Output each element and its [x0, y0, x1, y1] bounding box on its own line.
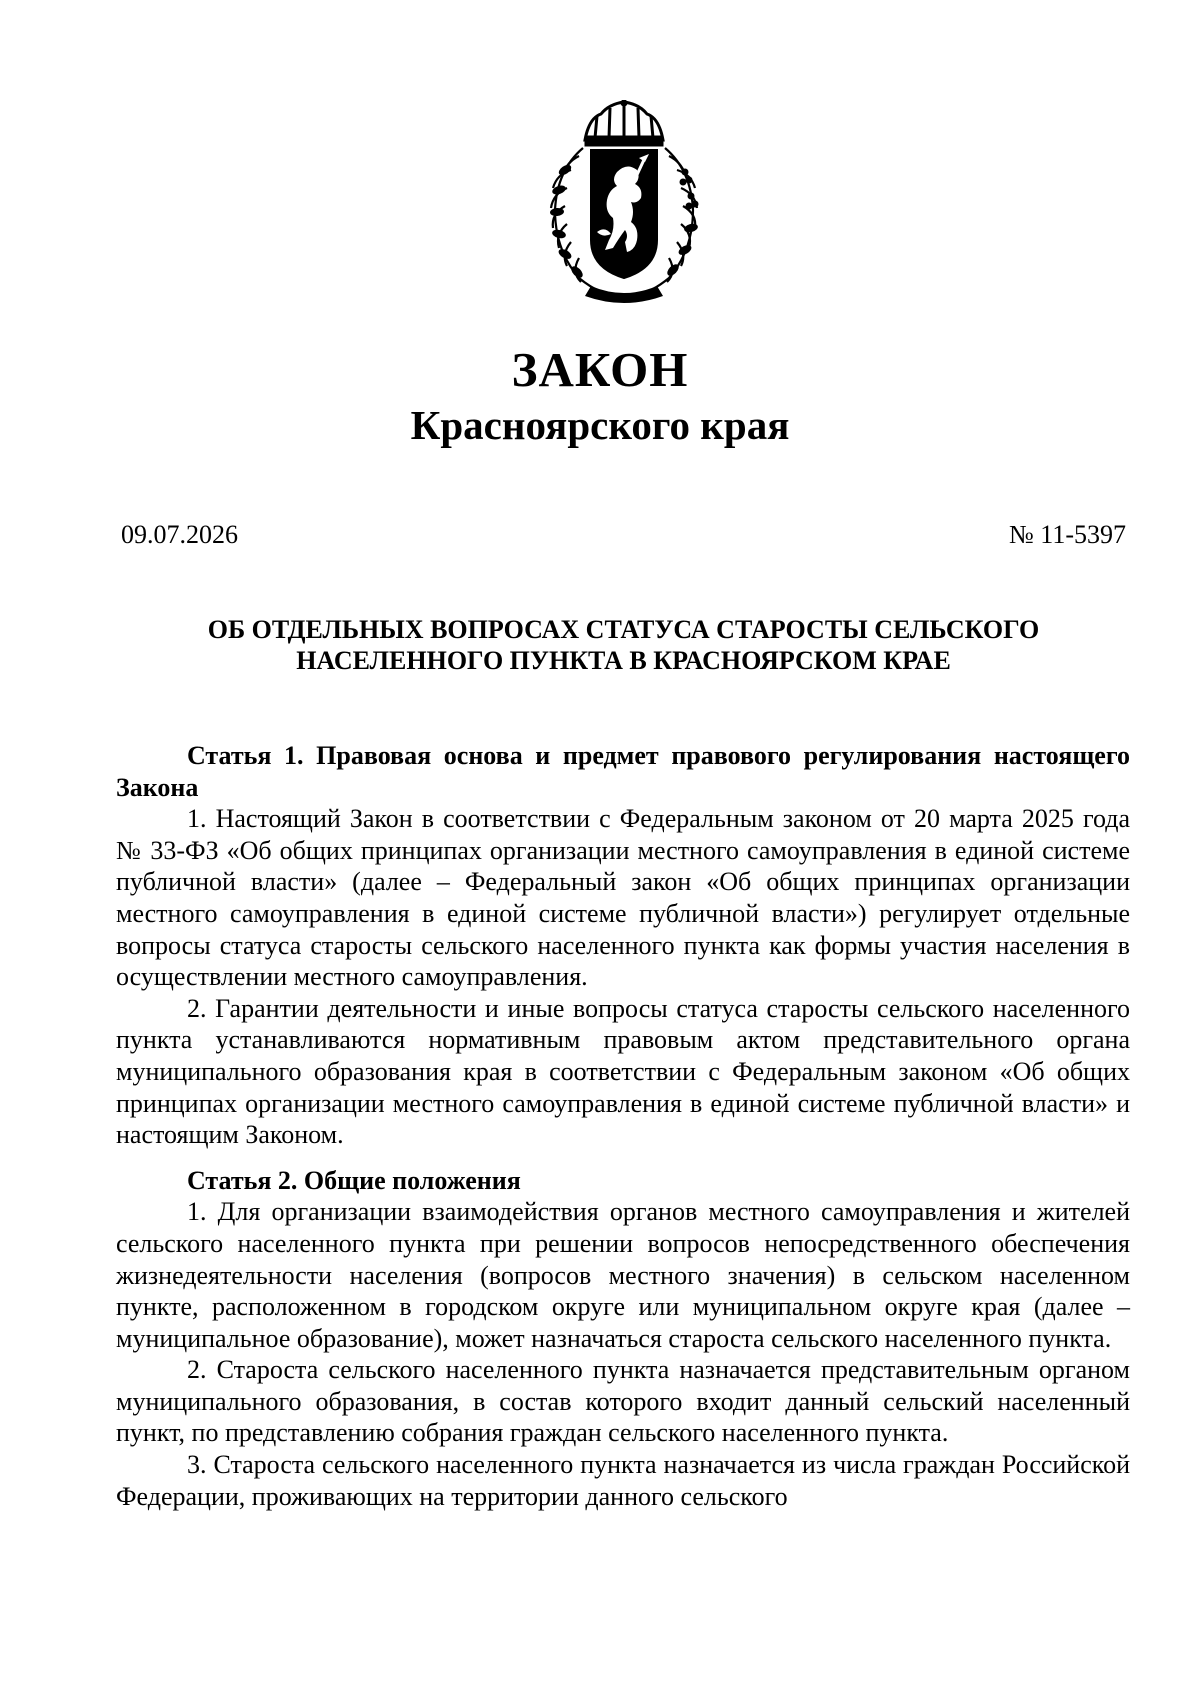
article-paragraph: 2. Староста сельского населенного пункта назначается представительным органом муниципального образования, в состав которого входит данный сельский населенный пункт, по представлению собрания граждан сельского населенного пункта.	[116, 1355, 1130, 1448]
article-2	[116, 1165, 1130, 1513]
law-title-line: НАСЕЛЕННОГО ПУНКТА В КРАСНОЯРСКОМ КРАЕ	[296, 646, 951, 675]
article-paragraph: 1. Настоящий Закон в соответствии с Федеральным законом от 20 марта 2025 года № 33-ФЗ «Об общих принципах организации местного самоуправления в единой системе публичной власти» (далее – Федеральный закон «Об общих принципах организации местного самоуправления в единой системе публичной власти») регулирует отдельные вопросы статуса старосты сельского населенного пункта как формы участия населения в осуществлении местного самоуправления.	[116, 804, 1130, 992]
document-title: ЗАКОН	[511, 342, 689, 397]
law-number: № 11-5397	[1009, 520, 1126, 549]
article-1	[116, 740, 1130, 1151]
article-spacer	[116, 1151, 1130, 1165]
article-title: Статья 2. Общие положения	[187, 1165, 521, 1195]
article-paragraph: 1. Для организации взаимодействия органов местного самоуправления и жителей сельского населенного пункта при решении вопросов непосредственного обеспечения жизнедеятельности населения (вопросов местного значения) в сельском населенном пункте, расположенном в городском округе или муниципальном округе края (далее – муниципальное образование), может назначаться староста сельского населенного пункта.	[116, 1197, 1130, 1353]
article-paragraph: 2. Гарантии деятельности и иные вопросы статуса старосты сельского населенного пункта устанавливаются нормативным правовым актом представительного органа муниципального образования края в соответствии с Федеральным законом «Об общих принципах организации местного самоуправления в единой системе публичной власти» и настоящим Законом.	[116, 993, 1130, 1150]
law-body	[116, 740, 1130, 1512]
document-subtitle: Красноярского края	[410, 402, 790, 448]
krasnoyarsk-coat-of-arms-icon	[539, 100, 709, 305]
law-title	[121, 614, 1126, 676]
law-title-line: ОБ ОТДЕЛЬНЫХ ВОПРОСАХ СТАТУСА СТАРОСТЫ СЕЛЬСКОГО	[207, 615, 1040, 644]
article-paragraph: 3. Староста сельского населенного пункта назначается из числа граждан Российской Федерации, проживающих на территории данного сельского	[116, 1450, 1130, 1511]
law-date: 09.07.2026	[121, 520, 238, 549]
article-title: Статья 1. Правовая основа и предмет правового регулирования настоящего Закона	[116, 741, 1130, 802]
